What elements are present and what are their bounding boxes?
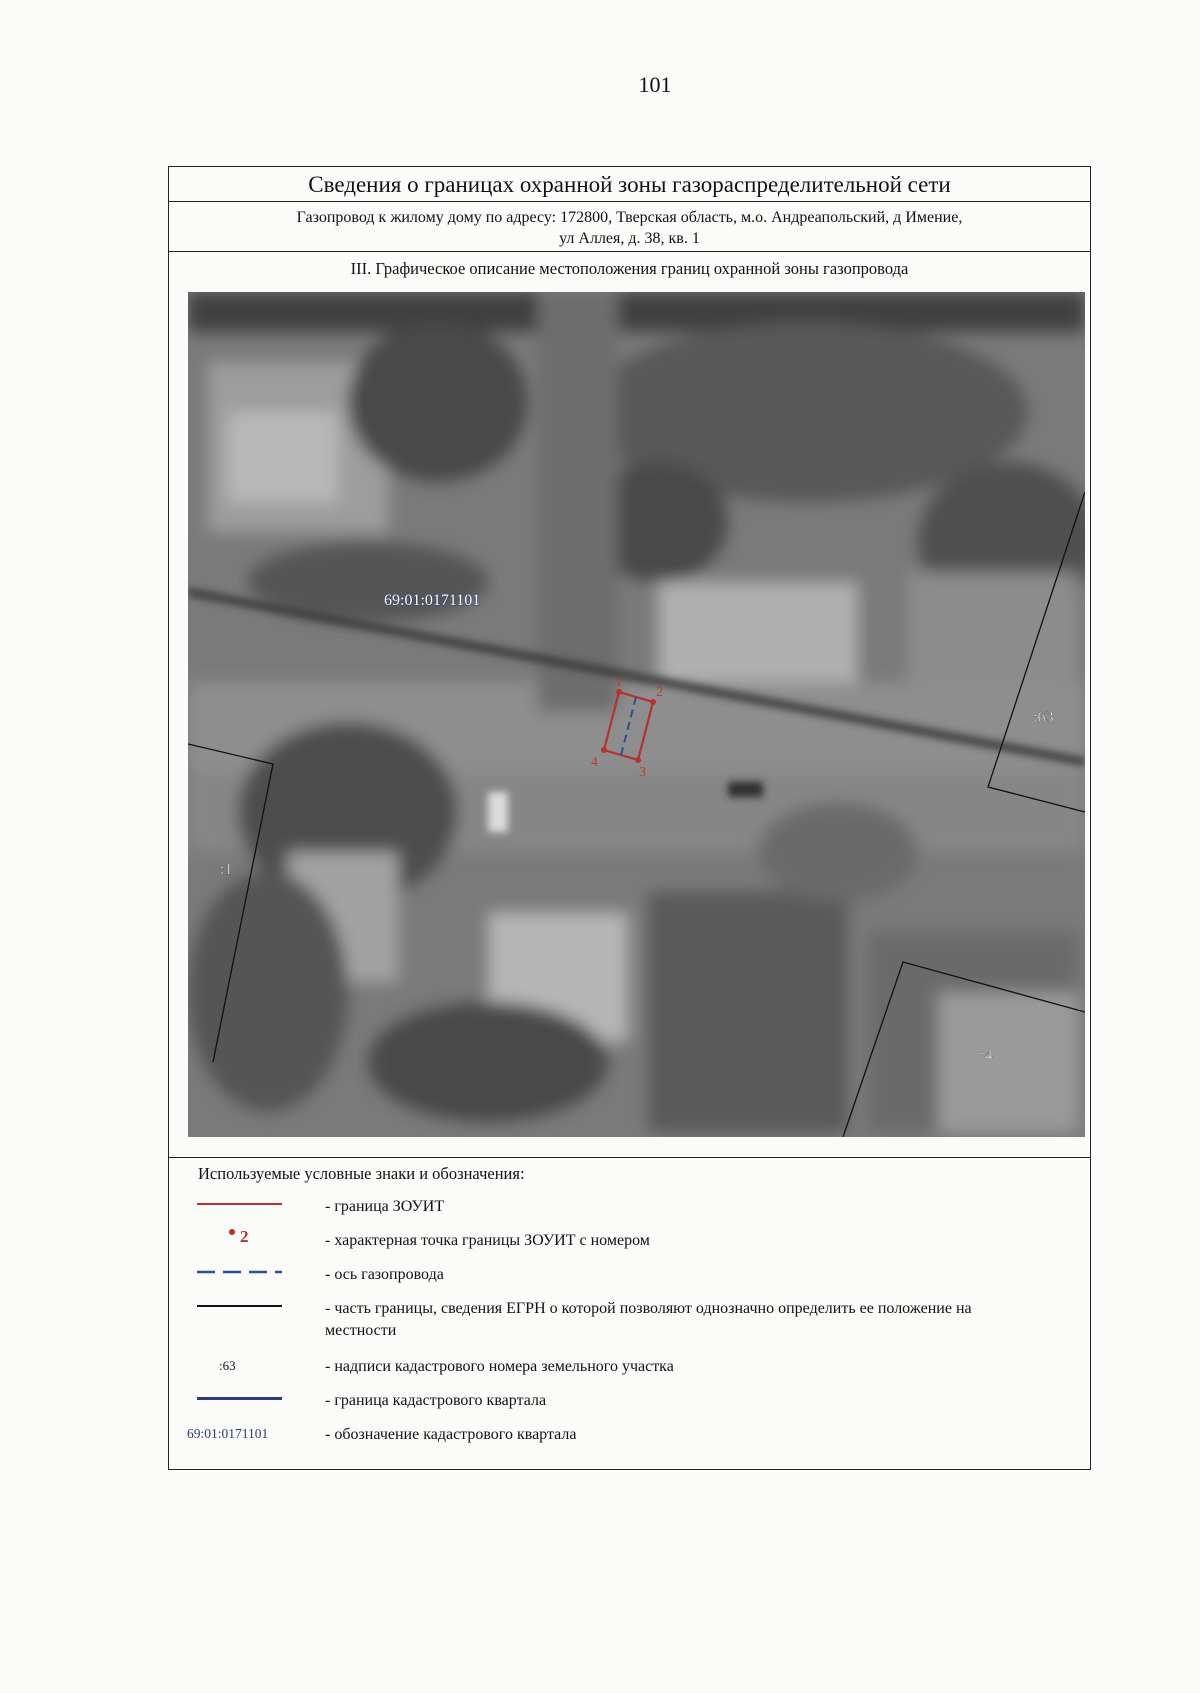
aerial-map xyxy=(188,292,1085,1137)
legend-symbol-black-line xyxy=(187,1292,297,1320)
point-3-marker xyxy=(635,757,641,763)
page-number: 101 xyxy=(638,72,672,97)
object-address-line2: ул Аллея, д. 38, кв. 1 xyxy=(559,230,700,247)
legend-text: - надписи кадастрового номера земельного участка xyxy=(325,1358,674,1375)
section-title: III. Графическое описание местоположения границ охранной зоны газопровода xyxy=(350,259,909,278)
point-4-label: 4 xyxy=(591,755,598,770)
legend-text: - обозначение кадастрового квартала xyxy=(325,1426,577,1443)
legend-item-egrn-boundary xyxy=(169,1292,1090,1350)
parcel-label-4: :4 xyxy=(980,1047,993,1064)
legend-item-parcel-number xyxy=(169,1350,1090,1384)
legend-symbol-parcel-number: :63 xyxy=(219,1358,236,1373)
legend-text: - граница кадастрового квартала xyxy=(325,1392,547,1409)
legend-item-gas-axis xyxy=(169,1258,1090,1292)
legend-symbol-point xyxy=(187,1224,297,1252)
legend-text: - часть границы, сведения ЕГРН о которой позволяют однозначно определить ее положение на местности xyxy=(325,1300,972,1339)
point-dot-icon xyxy=(229,1229,235,1235)
document-title: Сведения о границах охранной зоны газораспределительной сети xyxy=(169,167,1090,202)
map-svg xyxy=(188,292,1085,1137)
legend-item-zone-boundary xyxy=(169,1190,1090,1224)
legend-symbol-quarter-label: 69:01:0171101 xyxy=(187,1426,269,1441)
legend-point-number: 2 xyxy=(240,1227,249,1246)
object-address-line1: Газопровод к жилому дому по адресу: 172800, Тверская область, м.о. Андреапольский, д Имение, xyxy=(296,209,963,226)
object-description xyxy=(169,202,1090,252)
point-4-marker xyxy=(601,747,607,753)
legend-text: - характерная точка границы ЗОУИТ с номером xyxy=(325,1232,650,1249)
point-2-label: 2 xyxy=(656,685,663,700)
legend-symbol-navy-line xyxy=(187,1384,297,1412)
legend-item-quarter-boundary xyxy=(169,1384,1090,1418)
legend-header: Используемые условные знаки и обозначения: xyxy=(198,1164,525,1183)
legend-item-quarter-label xyxy=(169,1418,1090,1452)
legend-text: - ось газопровода xyxy=(325,1266,444,1283)
point-1-label: 1 xyxy=(615,675,622,690)
document-frame xyxy=(168,166,1091,1470)
legend-item-point xyxy=(169,1224,1090,1258)
legend-text: - граница ЗОУИТ xyxy=(325,1198,445,1215)
parcel-label-1: :1 xyxy=(220,861,233,878)
parcel-label-63: :63 xyxy=(1033,709,1054,726)
point-3-label: 3 xyxy=(639,765,646,780)
quarter-label: 69:01:0171101 xyxy=(384,592,481,609)
legend xyxy=(169,1157,1090,1452)
legend-symbol-blue-dashed-line xyxy=(187,1258,297,1286)
legend-symbol-red-line xyxy=(187,1190,297,1218)
